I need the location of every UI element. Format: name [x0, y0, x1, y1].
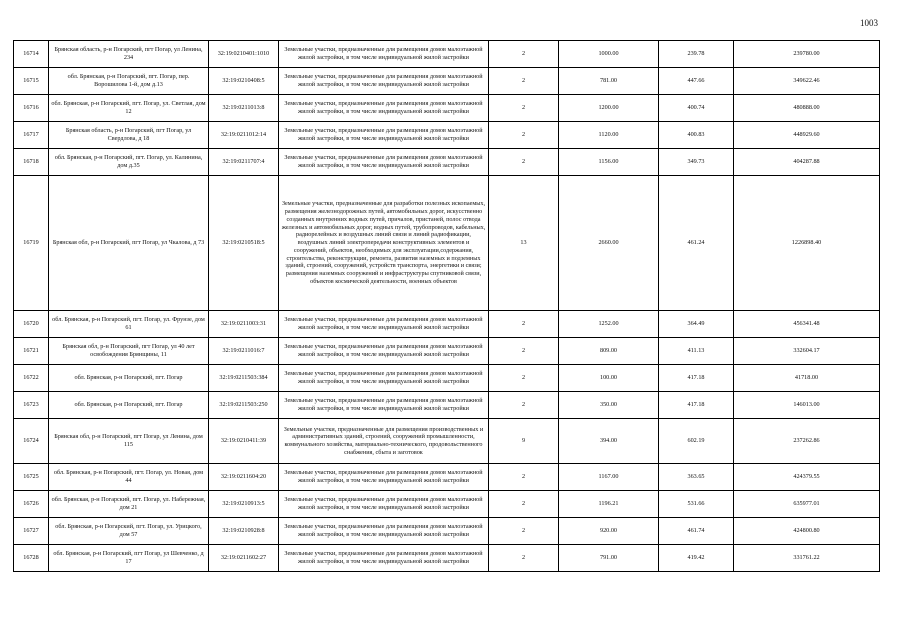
use-code-cell: 13	[489, 176, 559, 311]
address-cell: обл. Брянская, р-н Погарский, пгт. Погар, ул. Фрунзе, дом 61	[49, 311, 209, 338]
cadastral-number-cell: 32:19:0211604:20	[209, 464, 279, 491]
record-id-cell: 16724	[14, 419, 49, 464]
land-use-cell: Земельные участки, предназначенные для размещения домов малоэтажной жилой застройки, в том числе индивидуальной жилой застройки	[279, 464, 489, 491]
cadastral-value-cell: 146013.00	[734, 392, 880, 419]
land-use-cell: Земельные участки, предназначенные для размещения домов малоэтажной жилой застройки, в том числе индивидуальной жилой застройки	[279, 518, 489, 545]
specific-value-cell: 417.18	[659, 392, 734, 419]
address-cell: обл. Брянская, р-н Погарский, пгт. Погар, ул. Урицкого, дом 57	[49, 518, 209, 545]
area-cell: 2660.00	[559, 176, 659, 311]
land-use-cell: Земельные участки, предназначенные для размещения домов малоэтажной жилой застройки, в том числе индивидуальной жилой застройки	[279, 95, 489, 122]
table-row	[14, 149, 880, 176]
use-code-cell: 2	[489, 464, 559, 491]
land-use-cell: Земельные участки, предназначенные для размещения домов малоэтажной жилой застройки, в том числе индивидуальной жилой застройки	[279, 68, 489, 95]
cadastral-value-cell: 41718.00	[734, 365, 880, 392]
area-cell: 1200.00	[559, 95, 659, 122]
table-row	[14, 311, 880, 338]
specific-value-cell: 531.66	[659, 491, 734, 518]
area-cell: 1000.00	[559, 41, 659, 68]
area-cell: 809.00	[559, 338, 659, 365]
land-use-cell: Земельные участки, предназначенные для размещения домов малоэтажной жилой застройки, в том числе индивидуальной жилой застройки	[279, 41, 489, 68]
specific-value-cell: 419.42	[659, 545, 734, 572]
area-cell: 781.00	[559, 68, 659, 95]
specific-value-cell: 602.19	[659, 419, 734, 464]
table-row	[14, 491, 880, 518]
address-cell: обл. Брянская, р-н Погарский, пгт. Погар, ул. Набережная, дом 21	[49, 491, 209, 518]
table-row	[14, 464, 880, 491]
cadastral-number-cell: 32:19:0211503:250	[209, 392, 279, 419]
cadastral-value-cell: 424800.80	[734, 518, 880, 545]
cadastral-value-cell: 331761.22	[734, 545, 880, 572]
record-id-cell: 16716	[14, 95, 49, 122]
specific-value-cell: 417.18	[659, 365, 734, 392]
cadastral-value-cell: 404287.88	[734, 149, 880, 176]
table-row	[14, 392, 880, 419]
record-id-cell: 16728	[14, 545, 49, 572]
land-use-cell: Земельные участки, предназначенные для размещения производственных и административных зданий, строений, сооружений промышленности, коммунального хозяйства, материально-технического, продовольственного снабжения, сбыта и заготовок	[279, 419, 489, 464]
cadastral-number-cell: 32:19:0211003:31	[209, 311, 279, 338]
page-number: 1003	[860, 18, 878, 28]
cadastral-number-cell: 32:19:0210518:5	[209, 176, 279, 311]
cadastral-number-cell: 32:19:0210913:5	[209, 491, 279, 518]
specific-value-cell: 447.66	[659, 68, 734, 95]
cadastral-value-cell: 635977.01	[734, 491, 880, 518]
address-cell: Брянская обл, р-н Погарский, пгт Погар, ул Чкалова, д 73	[49, 176, 209, 311]
record-id-cell: 16722	[14, 365, 49, 392]
table-row	[14, 41, 880, 68]
address-cell: Брянская область, р-н Погарский, пгт Погар, ул Ленина, 234	[49, 41, 209, 68]
land-use-cell: Земельные участки, предназначенные для размещения домов малоэтажной жилой застройки, в том числе индивидуальной жилой застройки	[279, 365, 489, 392]
record-id-cell: 16723	[14, 392, 49, 419]
table-row	[14, 518, 880, 545]
record-id-cell: 16719	[14, 176, 49, 311]
use-code-cell: 2	[489, 518, 559, 545]
area-cell: 1156.00	[559, 149, 659, 176]
use-code-cell: 2	[489, 149, 559, 176]
use-code-cell: 2	[489, 311, 559, 338]
area-cell: 1252.00	[559, 311, 659, 338]
use-code-cell: 9	[489, 419, 559, 464]
record-id-cell: 16720	[14, 311, 49, 338]
cadastral-value-cell: 480888.00	[734, 95, 880, 122]
use-code-cell: 2	[489, 365, 559, 392]
cadastral-number-cell: 32:19:0211016:7	[209, 338, 279, 365]
table-row	[14, 545, 880, 572]
record-id-cell: 16726	[14, 491, 49, 518]
cadastral-number-cell: 32:19:0210408:5	[209, 68, 279, 95]
cadastral-number-cell: 32:19:0210928:8	[209, 518, 279, 545]
table-row	[14, 95, 880, 122]
table-row	[14, 419, 880, 464]
use-code-cell: 2	[489, 68, 559, 95]
address-cell: обл. Брянская, р-н Погарский, пгт. Погар, ул. Калинина, дом д.35	[49, 149, 209, 176]
area-cell: 791.00	[559, 545, 659, 572]
record-id-cell: 16721	[14, 338, 49, 365]
address-cell: обл. Брянская, р-н Погарский, пгт. Погар, ул. Светлая, дом 12	[49, 95, 209, 122]
specific-value-cell: 411.13	[659, 338, 734, 365]
land-use-cell: Земельные участки, предназначенные для разработки полезных ископаемых, размещения железнодорожных путей, автомобильных дорог, искусственно созданных внутренних водных путей, причалов, пристаней, полос отвода железных и автомобильных дорог, водных путей, трубопроводов, кабельных, радиорелейных и воздушных линий связи и линий радиофикации, воздушных линий электропередачи конструктивных элементов и сооружений, объектов, необходимых для эксплуатации,содержания, строительства, реконструкции, ремонта, развития наземных и подземных зданий, строений, сооружений, устройств транспорта, энергетики и связи; размещения наземных сооружений и инфраструктуры спутниковой связи, объектов космической деятельности, военных объектов	[279, 176, 489, 311]
cadastral-number-cell: 32:19:0211602:27	[209, 545, 279, 572]
land-use-cell: Земельные участки, предназначенные для размещения домов малоэтажной жилой застройки, в том числе индивидуальной жилой застройки	[279, 545, 489, 572]
land-use-cell: Земельные участки, предназначенные для размещения домов малоэтажной жилой застройки, в том числе индивидуальной жилой застройки	[279, 149, 489, 176]
area-cell: 100.00	[559, 365, 659, 392]
use-code-cell: 2	[489, 545, 559, 572]
specific-value-cell: 461.74	[659, 518, 734, 545]
table-row	[14, 365, 880, 392]
area-cell: 394.00	[559, 419, 659, 464]
record-id-cell: 16725	[14, 464, 49, 491]
cadastral-value-cell: 456341.48	[734, 311, 880, 338]
table-row	[14, 338, 880, 365]
use-code-cell: 2	[489, 491, 559, 518]
record-id-cell: 16727	[14, 518, 49, 545]
area-cell: 1167.00	[559, 464, 659, 491]
record-id-cell: 16714	[14, 41, 49, 68]
cadastral-value-cell: 424379.55	[734, 464, 880, 491]
use-code-cell: 2	[489, 392, 559, 419]
specific-value-cell: 239.78	[659, 41, 734, 68]
table-row	[14, 68, 880, 95]
land-use-cell: Земельные участки, предназначенные для размещения домов малоэтажной жилой застройки, в том числе индивидуальной жилой застройки	[279, 311, 489, 338]
cadastral-value-cell: 448929.60	[734, 122, 880, 149]
cadastral-number-cell: 32:19:0210411:39	[209, 419, 279, 464]
cadastral-number-cell: 32:19:0211012:14	[209, 122, 279, 149]
table-row	[14, 122, 880, 149]
area-cell: 350.00	[559, 392, 659, 419]
area-cell: 1120.00	[559, 122, 659, 149]
land-use-cell: Земельные участки, предназначенные для размещения домов малоэтажной жилой застройки, в том числе индивидуальной жилой застройки	[279, 122, 489, 149]
address-cell: обл. Брянская, р-н Погарский, пгт. Погар	[49, 365, 209, 392]
table-row	[14, 176, 880, 311]
use-code-cell: 2	[489, 338, 559, 365]
land-use-cell: Земельные участки, предназначенные для размещения домов малоэтажной жилой застройки, в том числе индивидуальной жилой застройки	[279, 392, 489, 419]
specific-value-cell: 461.24	[659, 176, 734, 311]
specific-value-cell: 400.74	[659, 95, 734, 122]
land-use-cell: Земельные участки, предназначенные для размещения домов малоэтажной жилой застройки, в том числе индивидуальной жилой застройки	[279, 338, 489, 365]
address-cell: обл. Брянская, р-н Погарский, пгт. Погар, пер. Ворошилова 1-й, дом д.13	[49, 68, 209, 95]
use-code-cell: 2	[489, 95, 559, 122]
address-cell: Брянская обл, р-н Погарский, пгт Погар, ул 40 лет освобождения Брянщины, 11	[49, 338, 209, 365]
cadastral-registry-table	[13, 40, 880, 572]
record-id-cell: 16718	[14, 149, 49, 176]
area-cell: 1196.21	[559, 491, 659, 518]
cadastral-number-cell: 32:19:0211707:4	[209, 149, 279, 176]
cadastral-value-cell: 349622.46	[734, 68, 880, 95]
cadastral-value-cell: 239780.00	[734, 41, 880, 68]
cadastral-number-cell: 32:19:0211013:8	[209, 95, 279, 122]
specific-value-cell: 364.49	[659, 311, 734, 338]
cadastral-number-cell: 32:19:0210401:1010	[209, 41, 279, 68]
address-cell: Брянская обл, р-н Погарский, пгт Погар, ул Ленина, дом 115	[49, 419, 209, 464]
address-cell: обл. Брянская, р-н Погарский, пгт. Погар, ул. Новая, дом 44	[49, 464, 209, 491]
use-code-cell: 2	[489, 122, 559, 149]
record-id-cell: 16715	[14, 68, 49, 95]
address-cell: обл. Брянская, р-н Погарский, пгт Погар, ул Шевченко, д 17	[49, 545, 209, 572]
record-id-cell: 16717	[14, 122, 49, 149]
use-code-cell: 2	[489, 41, 559, 68]
cadastral-value-cell: 332604.17	[734, 338, 880, 365]
address-cell: Брянская область, р-н Погарский, пгт Погар, ул Свердлова, д 18	[49, 122, 209, 149]
specific-value-cell: 363.65	[659, 464, 734, 491]
specific-value-cell: 349.73	[659, 149, 734, 176]
specific-value-cell: 400.83	[659, 122, 734, 149]
cadastral-value-cell: 1226898.40	[734, 176, 880, 311]
area-cell: 920.00	[559, 518, 659, 545]
land-use-cell: Земельные участки, предназначенные для размещения домов малоэтажной жилой застройки, в том числе индивидуальной жилой застройки	[279, 491, 489, 518]
address-cell: обл. Брянская, р-н Погарский, пгт. Погар	[49, 392, 209, 419]
cadastral-number-cell: 32:19:0211503:384	[209, 365, 279, 392]
cadastral-value-cell: 237262.86	[734, 419, 880, 464]
